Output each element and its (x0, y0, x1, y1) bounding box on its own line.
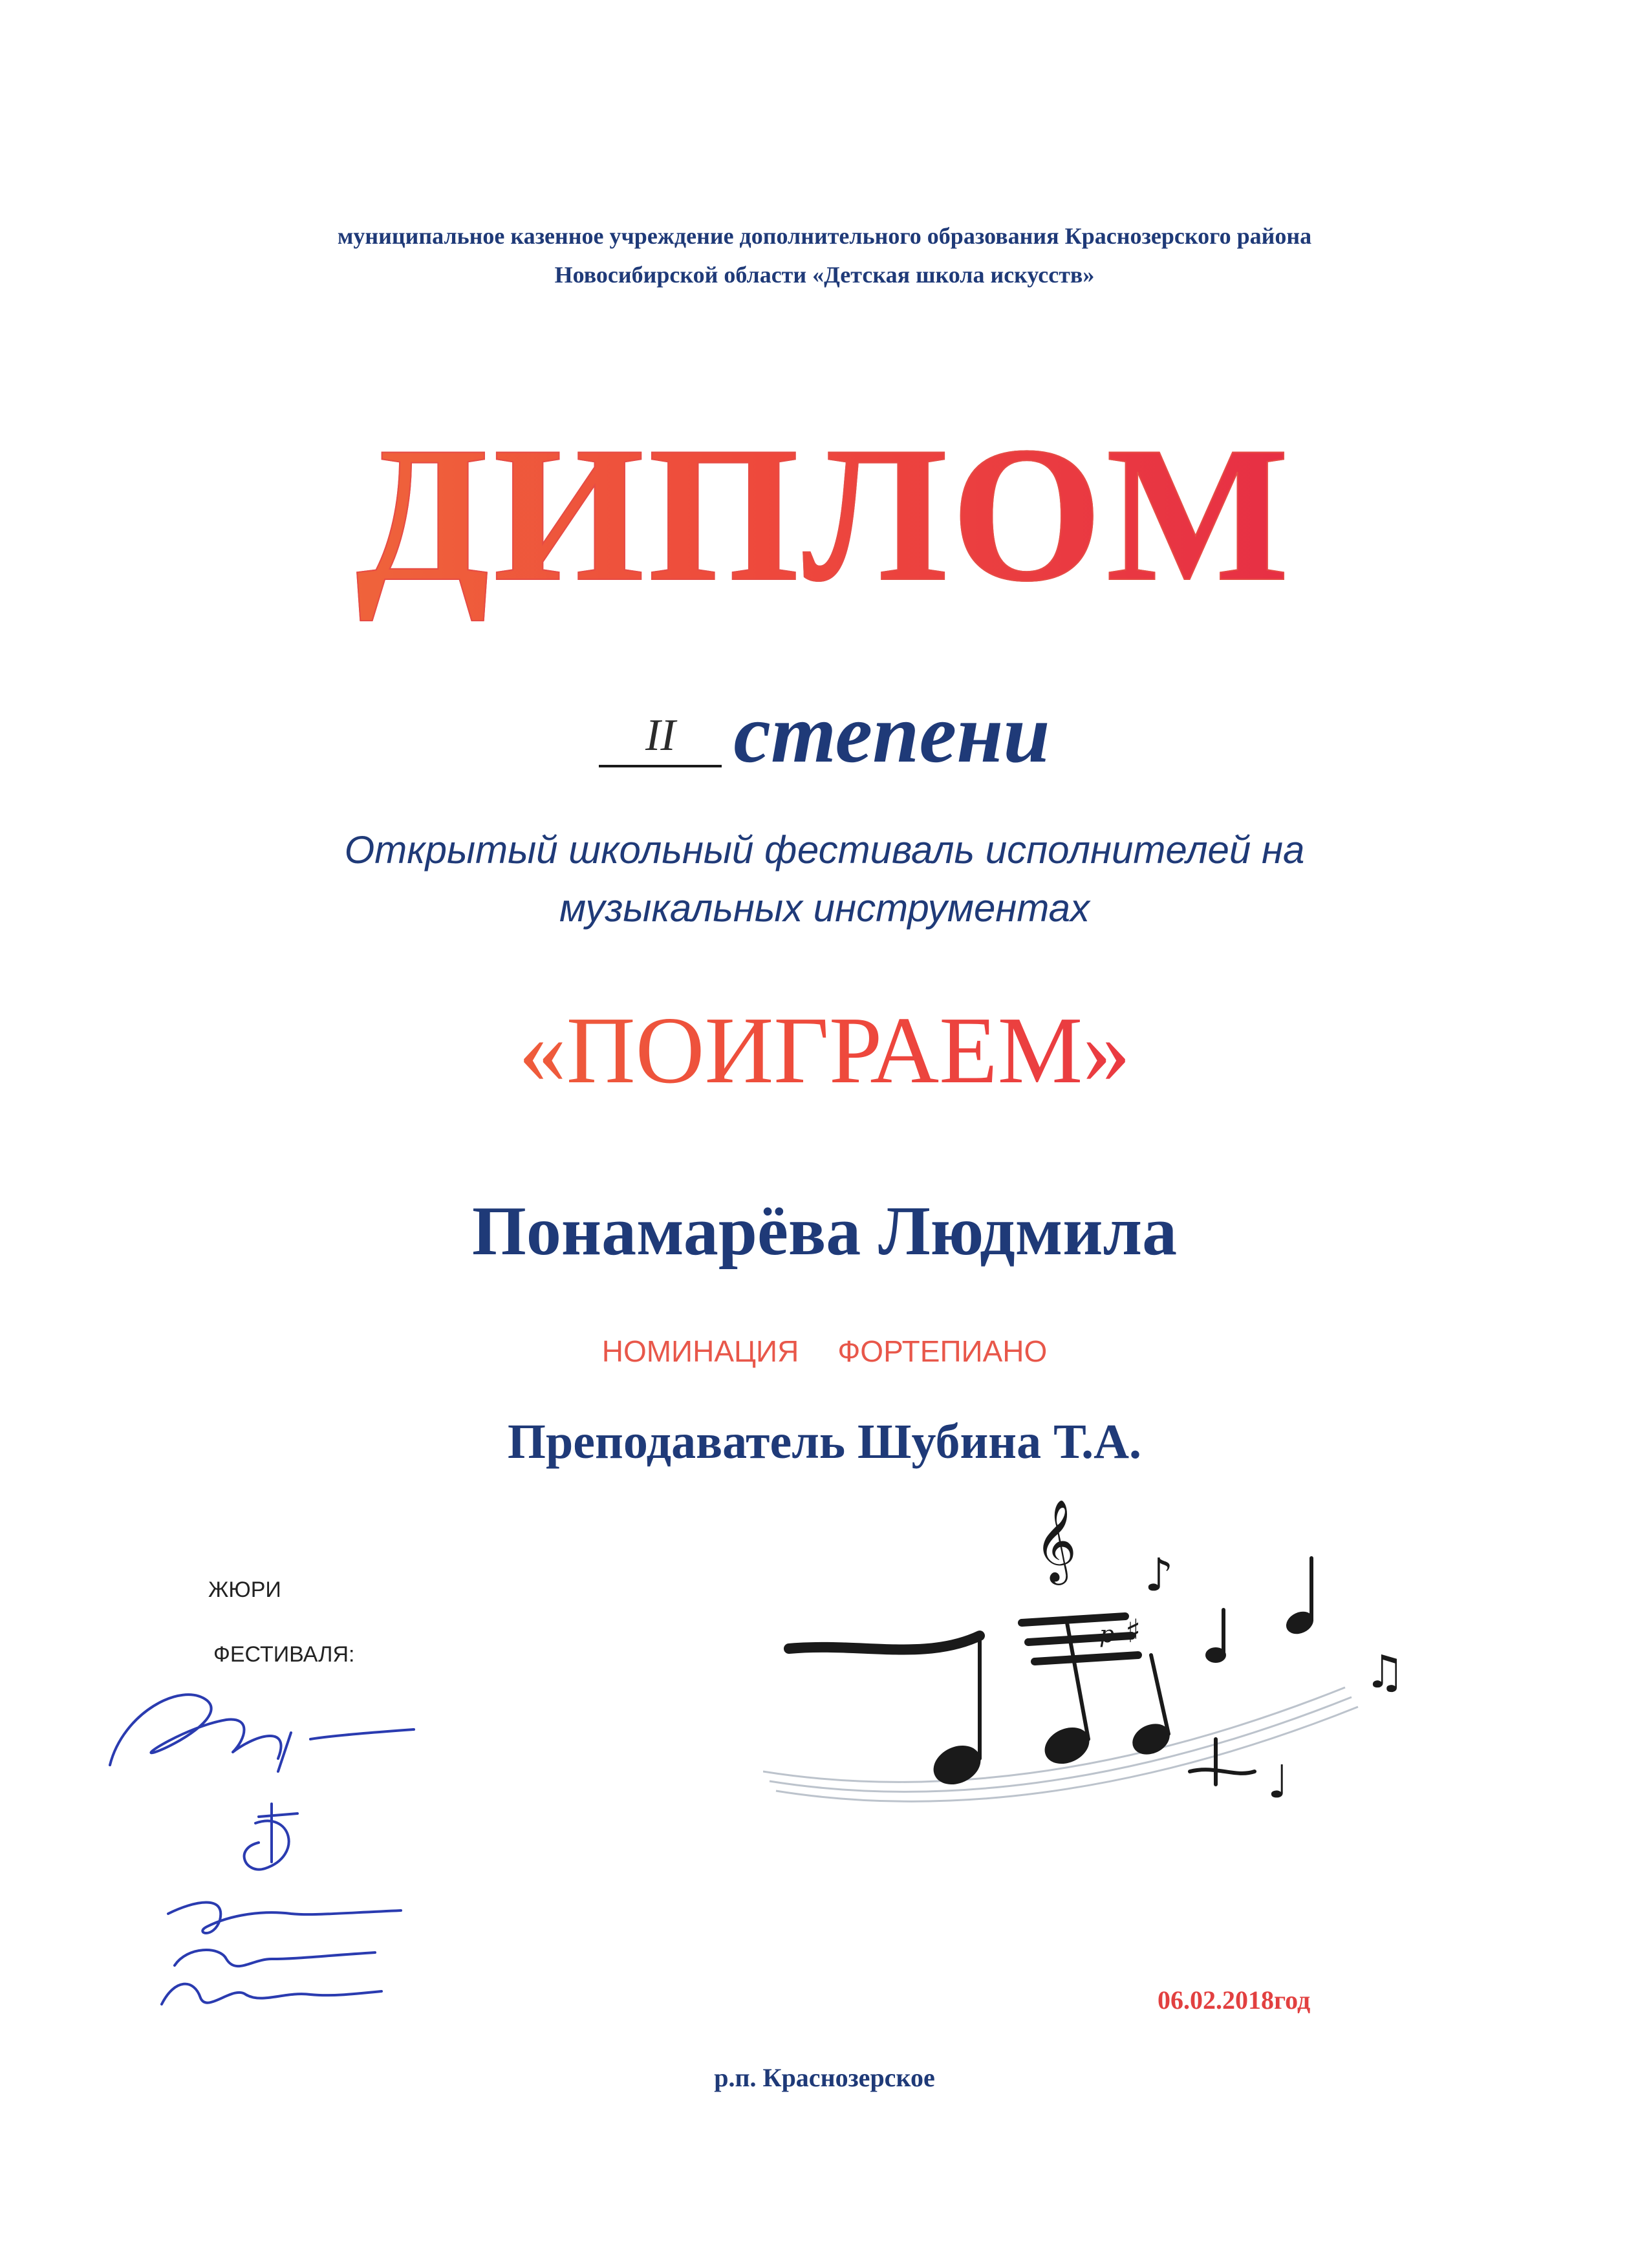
contest-name: «ПОИГРАЕМ» (0, 999, 1649, 1102)
signature-2 (244, 1804, 297, 1870)
diploma-title: ДИПЛОМ (0, 407, 1649, 621)
degree-value: II (599, 707, 722, 767)
institution-header (0, 217, 1649, 294)
quarter-note-icon: ♩ (1267, 1755, 1289, 1808)
note-stem-3 (1151, 1655, 1169, 1734)
nomination-value: ФОРТЕПИАНО (837, 1334, 1048, 1368)
festival-line-2: музыкальных инструментах (559, 886, 1090, 930)
eighth-note-icon: ♪ (1145, 1548, 1174, 1601)
degree-row (0, 689, 1649, 779)
nomination-row (0, 1332, 1649, 1371)
music-notes-illustration (763, 1493, 1449, 1830)
teacher-name: Преподаватель Шубина Т.А. (507, 1415, 1142, 1469)
issue-place: р.п. Краснозерское (714, 2063, 935, 2092)
sixteenth-notes (1190, 1739, 1255, 1784)
festival-description (0, 821, 1649, 937)
nomination-label: НОМИНАЦИЯ (601, 1334, 799, 1368)
handwritten-signatures (97, 1655, 433, 2017)
jury-label-line-1: ЖЮРИ (208, 1578, 281, 1602)
note-beam-2 (1022, 1616, 1138, 1662)
institution-line-2: Новосибирской области «Детская школа искусств» (554, 262, 1095, 288)
sharp-icon: ♯ (1125, 1612, 1141, 1650)
diploma-date: 06.02.2018год (1158, 1985, 1311, 2015)
signature-1 (110, 1695, 414, 1771)
signature-5 (162, 1984, 382, 2004)
winner-name: Понамарёва Людмила (471, 1193, 1178, 1270)
signature-3 (168, 1903, 401, 1934)
institution-line-1: муниципальное казенное учреждение дополнительного образования Краснозерского района (337, 223, 1312, 249)
piano-dynamic-icon: p (1099, 1621, 1115, 1648)
degree-label: степени (733, 687, 1050, 780)
beamed-notes-icon: ♫ (1364, 1645, 1405, 1698)
note-beam-1 (789, 1636, 980, 1650)
signature-4 (175, 1950, 375, 1966)
festival-line-1: Открытый школьный фестиваль исполнителей на (344, 828, 1305, 872)
treble-clef-icon: 𝄞 (1035, 1499, 1077, 1581)
jury-label-line-2: ФЕСТИВАЛЯ: (213, 1642, 355, 1667)
